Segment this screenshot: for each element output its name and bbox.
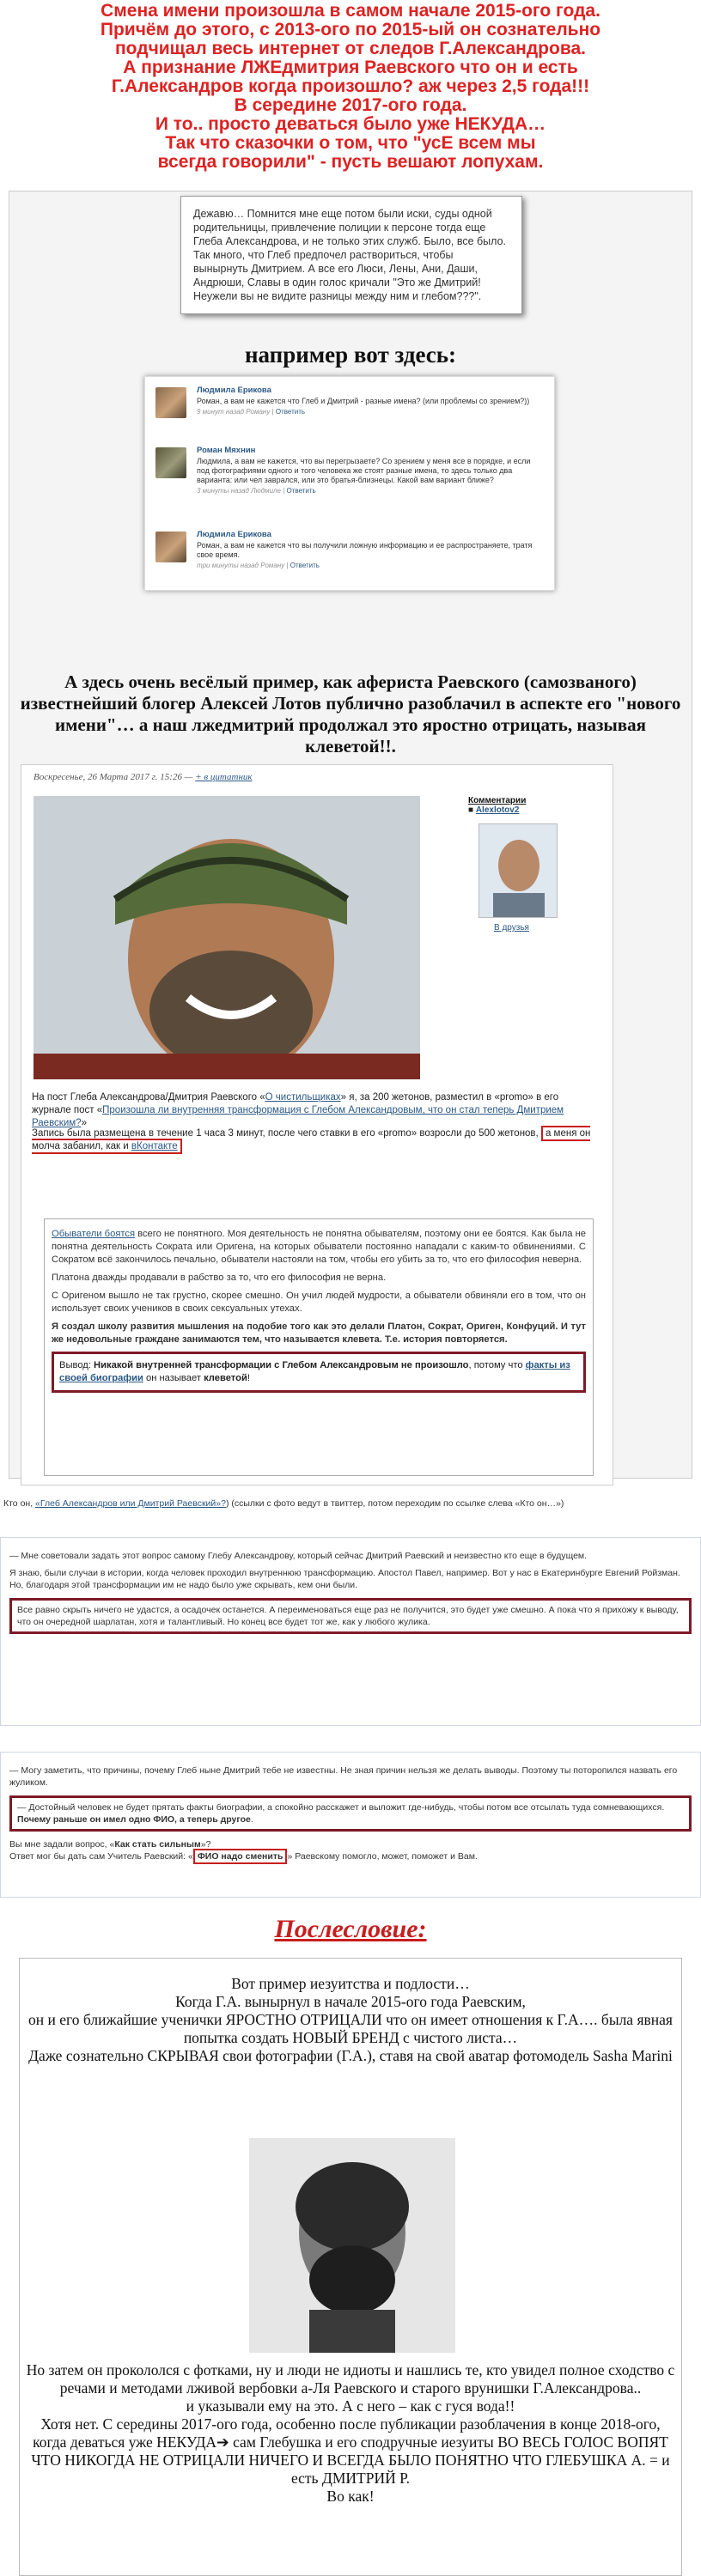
cite-link[interactable]: + в цитатник: [195, 772, 253, 782]
intro-line: В середине 2017-ого года.: [234, 95, 467, 115]
avatar: [155, 532, 186, 562]
discussion-panel: [0, 1537, 701, 1726]
text: Запись была размещена в течение 1 часа 3 минут, после чего ставки в его «promo» возросли до 500 жетонов,: [32, 1128, 539, 1139]
user-line: [468, 805, 606, 815]
intro-line: подчищал весь интернет от следов Г.Александрова.: [115, 39, 586, 58]
text: — Достойный человек не будет прятать факты биографии, а спокойно расскажет и выложит где-нибудь, чтобы потом все отсылать туда сомневающихся.: [17, 1802, 665, 1813]
text: » Раевскому помогло, может, поможет и Вам.: [287, 1851, 478, 1862]
post-date: Воскресенье, 26 Марта 2017 г. 15:26 — + в цитатник: [34, 772, 253, 782]
quoted-box: [44, 1218, 594, 1476]
quote-paragraph: Платона дважды продавали в рабство за то, что его философия не верна.: [52, 1273, 387, 1283]
quote-link[interactable]: Обыватели боятся: [52, 1229, 136, 1239]
text: Кто он,: [3, 1498, 36, 1509]
text: а меня он молча забанил, как и: [32, 1128, 591, 1151]
intro-line: Смена имени произошла в самом начале 2015-ого года.: [101, 1, 600, 21]
afterword-title: Послесловие:: [274, 1915, 427, 1943]
discussion-panel: [0, 1752, 701, 1898]
text: »: [81, 1118, 87, 1128]
user-icon: ■: [468, 805, 476, 815]
text: !: [247, 1373, 250, 1383]
afterword-text: Но затем он прокололся с фотками, ну и люди не идиоты и нашлись те, кто увидел полное сходство с речами и методами лживой вербовки а-Ля Раевского и старого врунишки Г.Александрова.. и указывали ему на это. А с него – как с гуся вода!! Хотя нет. С середины 2017-ого года, особенно после публикации разоблачения в конце 2018-ого, когда деваться уже НЕКУДА➔ сам Глебушка и его сподручные иезуиты ВО ВЕСЬ ГОЛОС ВОПЯТ ЧТО НИКОГДА НЕ ОТРИЦАЛИ НИЧЕГО И ВСЕГДА БЫЛО ПОНЯТНО ЧТО ГЛЕБУШКА А. = и есть ДМИТРИЙ Р. Во как!: [26, 2361, 675, 2505]
intro-line: И то.. просто деваться было уже НЕКУДА…: [155, 114, 546, 134]
panel-text: Я знаю, были случаи в истории, когда человек проходил внутреннюю трансформацию. Апостол Павел, например. Вот у нас в Екатеринбурге Евгений Ройзман. Но, благодаря этой трансформации им не надо было уже скрывать, кем они были.: [9, 1568, 680, 1590]
highlight-box: [9, 1795, 692, 1832]
blog-post-screenshot: [21, 764, 613, 1485]
biography-link[interactable]: факты из своей биографии: [59, 1360, 570, 1383]
intro-line: Так что сказочки о том, что "усЕ всем мы: [165, 133, 536, 153]
quote-paragraph: С Оригеном вышло не так грустно, скорее смешно. Он учил людей мудрости, а обыватели обвиняли его в том, что он использует своих учеников в своих сексуальных утехах.: [52, 1291, 586, 1314]
portrait-photo-icon: [249, 2138, 455, 2353]
blogger-photo: [34, 796, 420, 1079]
text: »?: [200, 1839, 211, 1850]
intro-line: А признание ЛЖЕдмитрия Раевского что он и есть: [123, 58, 578, 77]
text: Как стать сильным: [114, 1839, 201, 1850]
model-photo: [249, 2138, 455, 2353]
post-date-text: Воскресенье, 26 Марта 2017 г. 15:26: [34, 772, 182, 782]
comment-time: 9 минут назад Роману: [197, 408, 271, 416]
text: Почему раньше он имел одно ФИО, а теперь другое: [17, 1814, 251, 1825]
twitter-link[interactable]: «Глеб Александров или Дмитрий Раевский»?: [35, 1498, 226, 1509]
post-link[interactable]: Произошла ли внутренняя трансформация с Глебом Александровым, что он стал теперь Дмитрием Раевским?: [32, 1105, 564, 1128]
post-paragraph: [32, 1091, 599, 1130]
text: Ответ мог бы дать сам Учитель Раевский: «: [9, 1851, 193, 1862]
post-paragraph: [32, 1127, 599, 1153]
portrait-photo-icon: [34, 796, 420, 1079]
intro-line: всегда говорили" - пусть вешают лопухам.: [157, 152, 544, 172]
quote-text: Дежавю… Помнится мне еще потом были иски, суды одной родительницы, привлечение полиции к персоне тогда еще Глеба Александрова, и не только этих служб. Было, все было. Так много, что Глеб предпочел раствориться, чтобы вынырнуть Дмитрием. А все его Люси, Лены, Ани, Даши, Андрюши, Славы в один голос кричали "Это же Дмитрий! Неужели вы не видите разницы между ним и глебом???".: [193, 208, 507, 302]
lotov-title: А здесь очень весёлый пример, как афериста Раевского (самозваного) известнейший блогер Алексей Лотов публично разоблачил в аспекте его "нового имени"… а наш лжедмитрий продолжал это яростно отрицать, называя клеветой!!.: [20, 671, 681, 756]
text: Никакой внутренней трансформации с Глебом Александровым не произошло: [94, 1360, 469, 1370]
intro-heading: [0, 0, 701, 172]
comments-sidebar: [468, 796, 606, 933]
conclusion-box: [52, 1352, 586, 1393]
reply-link[interactable]: Ответить: [286, 487, 316, 495]
highlight-box: Все равно скрыть ничего не удастся, а осадочек останется. А переименоваться еще раз не получится, это будет уже смешно. А пока что я прихожу к выводу, что он очередной шарлатан, хотя и талантливый. Но конец все будет тот же, как у любого жулика.: [9, 1598, 692, 1634]
text: Вывод:: [59, 1360, 94, 1370]
text: всего не понятного. Моя деятельность не понятна обывателям, поэтому они ее боятся. Как была не понятна деятельность Сократа или Оригена, на которых обыватели постоянно нападали с каким-то обвинениями. С Сократом всё закончилось печально, обыватели настояли на том, чтобы его убить за то, что его философия неверна.: [52, 1229, 587, 1265]
avatar: [155, 447, 186, 478]
text: клеветой: [204, 1373, 247, 1383]
comment-text: Роман, а вам не кажется что вы получили ложную информацию и ее распространяете, тратя свое время.: [197, 541, 533, 559]
example-title: например вот здесь:: [244, 342, 457, 368]
intro-line: Г.Александров когда произошло? аж через 2,5 года!!!: [111, 76, 590, 96]
vk-link[interactable]: вКонтакте: [131, 1141, 178, 1151]
comment-author[interactable]: Роман Мяхнин: [197, 446, 256, 455]
text: » я, за 200 жетонов, разместил в «promo» в его журнале пост «: [32, 1092, 559, 1115]
comment-meta: 3 минуты назад Людмиле | Ответить: [197, 487, 316, 495]
comment-time: три минуты назад Роману: [197, 562, 285, 569]
panel-text: — Мне советовали задать этот вопрос самому Глебу Александрову, который сейчас Дмитрий Раевский и неизвестно кто еще в будущем.: [9, 1551, 588, 1561]
panel-text: [9, 1838, 692, 1862]
text: Вы мне задали вопрос, «: [9, 1839, 115, 1850]
comments-header[interactable]: Комментарии: [468, 796, 527, 805]
text: ) (ссылки с фото ведут в твиттер, потом переходим по ссылке слева «Кто он…»): [225, 1498, 564, 1509]
panel-text: — Могу заметить, что причины, почему Глеб ныне Дмитрий тебе не известны. Не зная причин нельзя же делать выводы. Поэтому ты поторопился назвать его жуликом.: [9, 1765, 678, 1788]
user-link[interactable]: Alexlotov2: [475, 805, 520, 815]
text: , потому что: [468, 1360, 526, 1370]
twitter-line: [0, 1498, 701, 1509]
highlight-fio: ФИО надо сменить: [193, 1849, 288, 1864]
quote-box: [180, 196, 522, 314]
quote-paragraph: Я создал школу развития мышления на подобие того как это делали Платон, Сократ, Ориген, Конфуций. И тут же недовольные граждане занимаются тем, что называется клевета. Т.е. история повторяется.: [52, 1321, 586, 1345]
user-avatar[interactable]: [479, 823, 558, 918]
comment-text: Людмила, а вам не кажется, что вы перегрызаете? Со зрением у меня все в порядке, и если под фотографиями одного и того человека же стоят разные имена, то здесь только два варианта: или чел заврался, или это братья-близнецы. Какой вам вариант ближе?: [197, 457, 531, 484]
vk-comments-screenshot: [144, 376, 555, 591]
text: На пост Глеба Александрова/Дмитрия Раевского «: [32, 1092, 265, 1103]
text: .: [250, 1814, 253, 1825]
comment-author[interactable]: Людмила Ерикова: [197, 530, 271, 539]
avatar-photo-icon: [479, 824, 558, 918]
reply-link[interactable]: Ответить: [290, 562, 320, 569]
comment-meta: 9 минут назад Роману | Ответить: [197, 408, 306, 416]
reply-link[interactable]: Ответить: [275, 408, 306, 416]
comment-meta: три минуты назад Роману | Ответить: [197, 562, 320, 569]
comment-time: 3 минуты назад Людмиле: [197, 487, 281, 495]
text: он называет: [143, 1373, 204, 1383]
afterword-text: Вот пример иезуитства и подлости… Когда Г.А. вынырнул в начале 2015-ого года Раевским, он и его ближайшие ученички ЯРОСТНО ОТРИЦАЛИ что он имеет отношения к Г.А…. была явная попытка создать НОВЫЙ БРЕНД с чистого листа… Даже сознательно СКРЫВАЯ свои фотографии (Г.А.), ставя на свой аватар фотомодель Sasha Marini: [28, 1975, 673, 2064]
avatar: [155, 387, 186, 418]
post-link[interactable]: О чистильщиках: [265, 1092, 341, 1103]
comment-text: Роман, а вам не кажется что Глеб и Дмитрий - разные имена? (или проблемы со зрением?)): [197, 397, 530, 405]
comment-author[interactable]: Людмила Ерикова: [197, 386, 271, 395]
add-friend-link[interactable]: В друзья: [494, 923, 529, 933]
intro-line: Причём до этого, с 2013-ого по 2015-ый он сознательно: [100, 20, 601, 39]
quote-paragraph: [52, 1228, 586, 1267]
